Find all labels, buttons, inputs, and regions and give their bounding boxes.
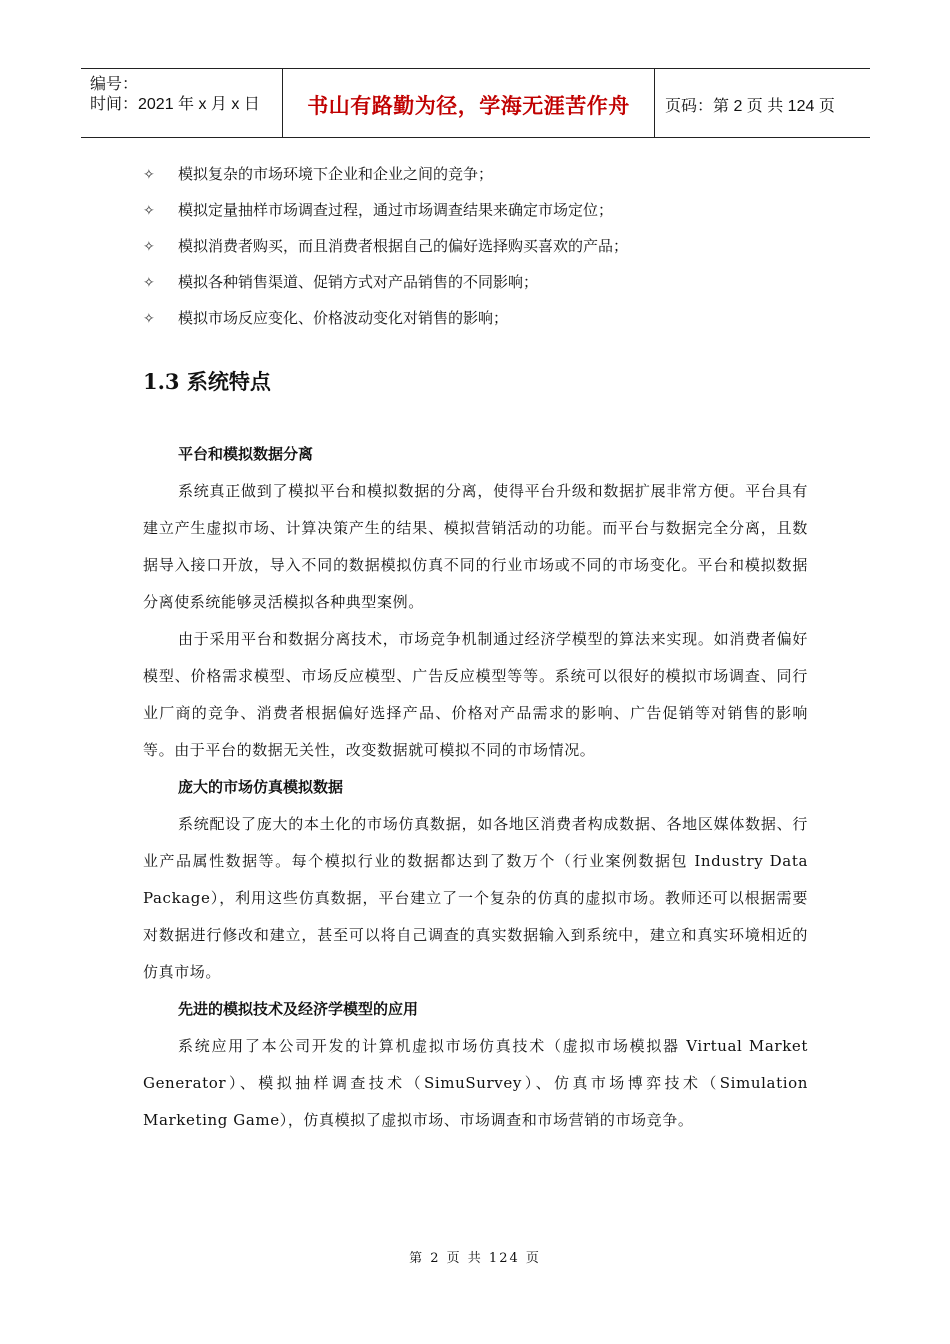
section-body (143, 436, 808, 1139)
paragraph: 系统配设了庞大的本土化的市场仿真数据，如各地区消费者构成数据、各地区媒体数据、行业产品属性数据等。每个模拟行业的数据都达到了数万个（行业案例数据包 Industry Data Package），利用这些仿真数据，平台建立了一个复杂的仿真的虚拟市场。教师还可以根据需要对数据进行修改和建立，甚至可以将自己调查的真实数据输入到系统中，建立和真实环境相近的仿真市场。 (143, 815, 808, 981)
list-item (143, 264, 823, 300)
list-item-text: 模拟定量抽样市场调查过程，通过市场调查结果来确定市场定位； (178, 201, 614, 219)
diamond-outline-icon: ✧ (143, 275, 155, 291)
header-page-cell (655, 69, 870, 137)
paragraph: 系统应用了本公司开发的计算机虚拟市场仿真技术（虚拟市场模拟器 Virtual Market Generator）、模拟抽样调查技术（SimuSurvey）、仿真市场博弈技术（Simulation Marketing Game），仿真模拟了虚拟市场、市场调查和市场营销的市场竞争。 (143, 1037, 808, 1129)
bullet-list (143, 156, 823, 336)
list-item-text: 模拟各种销售渠道、促销方式对产品销售的不同影响； (178, 273, 539, 291)
document-header (81, 68, 870, 138)
diamond-outline-icon: ✧ (143, 203, 155, 219)
paragraph: 由于采用平台和数据分离技术，市场竞争机制通过经济学模型的算法来实现。如消费者偏好模型、价格需求模型、市场反应模型、广告反应模型等等。系统可以很好的模拟市场调查、同行业厂商的竞争、消费者根据偏好选择产品、价格对产品需求的影响、广告促销等对销售的影响等。由于平台的数据无关性，改变数据就可模拟不同的市场情况。 (143, 630, 808, 759)
diamond-outline-icon: ✧ (143, 167, 155, 183)
subsection-heading: 先进的模拟技术及经济学模型的应用 (178, 1000, 419, 1018)
list-item (143, 300, 823, 336)
diamond-outline-icon: ✧ (143, 239, 155, 255)
header-motto-cell (283, 69, 655, 137)
subsection-heading: 平台和模拟数据分离 (178, 445, 314, 463)
list-item-text: 模拟复杂的市场环境下企业和企业之间的竞争； (178, 165, 494, 183)
list-item (143, 156, 823, 192)
paragraph: 系统真正做到了模拟平台和模拟数据的分离，使得平台升级和数据扩展非常方便。平台具有建立产生虚拟市场、计算决策产生的结果、模拟营销活动的功能。而平台与数据完全分离，且数据导入接口开放，导入不同的数据模拟仿真不同的行业市场或不同的市场变化。平台和模拟数据分离使系统能够灵活模拟各种典型案例。 (143, 482, 808, 611)
list-item-text: 模拟消费者购买，而且消费者根据自己的偏好选择购买喜欢的产品； (178, 237, 629, 255)
header-motto: 书山有路勤为径，学海无涯苦作舟 (307, 95, 630, 118)
diamond-outline-icon: ✧ (143, 311, 155, 327)
section-title: 1.3 系统特点 (143, 369, 271, 394)
page-footer: 第 2 页 共 124 页 (409, 1251, 541, 1266)
subsection-heading: 庞大的市场仿真模拟数据 (178, 778, 344, 796)
document-date: 时间：2021 年 x 月 x 日 (90, 96, 260, 113)
document-number-label: 编号： (90, 76, 139, 93)
list-item (143, 228, 823, 264)
list-item (143, 192, 823, 228)
header-info-cell (81, 69, 283, 137)
header-page-code: 页码：第 2 页 共 124 页 (665, 98, 835, 115)
list-item-text: 模拟市场反应变化、价格波动变化对销售的影响； (178, 309, 509, 327)
